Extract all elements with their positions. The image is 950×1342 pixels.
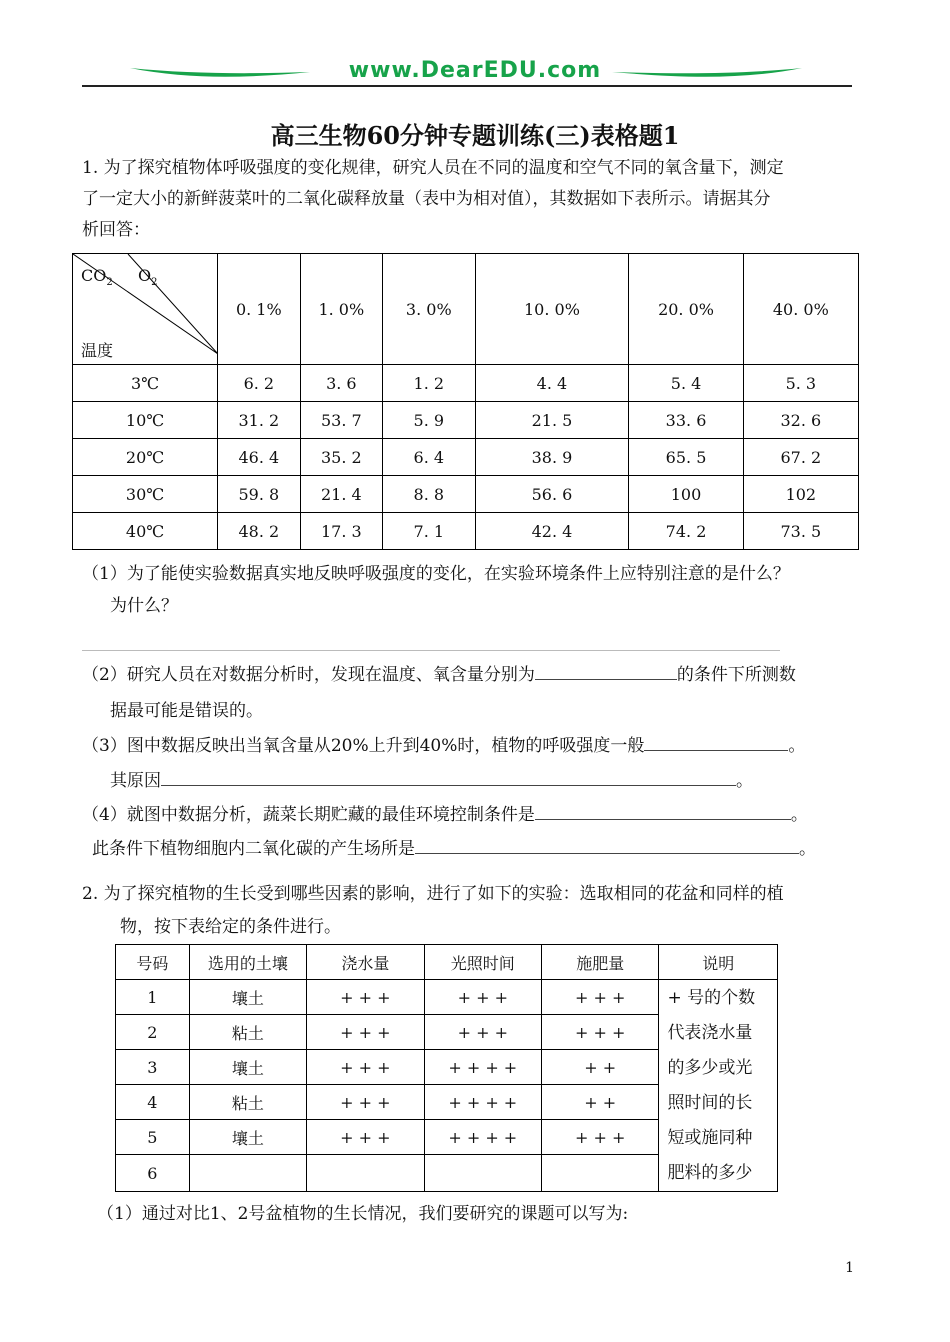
explanation-line: 代表浇水量 <box>667 1022 753 1043</box>
q1-sub3-reason-blank[interactable] <box>161 767 736 786</box>
water-cell: + + + <box>307 980 424 1015</box>
fertilizer-cell: + + + <box>542 1120 659 1155</box>
table-cell: 6. 4 <box>383 439 475 476</box>
light-cell: + + + + <box>424 1120 541 1155</box>
row-number: 6 <box>116 1155 190 1192</box>
light-cell: + + + + <box>424 1085 541 1120</box>
q2-intro-line1: 2. 为了探究植物的生长受到哪些因素的影响，进行了如下的实验：选取相同的花盆和同样的植 <box>82 884 784 904</box>
q1-sub3-blank[interactable] <box>644 732 788 751</box>
col-header: 选用的土壤 <box>189 945 306 980</box>
table-cell: 21. 5 <box>475 402 629 439</box>
water-cell: + + + <box>307 1120 424 1155</box>
row-number: 5 <box>116 1120 190 1155</box>
explanation-line: + 号的个数 <box>667 987 756 1008</box>
explanation-line: 照时间的长 <box>667 1092 753 1113</box>
fertilizer-cell: + + <box>542 1050 659 1085</box>
q1-sub2-line1 <box>82 661 796 689</box>
table-cell: 3. 6 <box>300 365 383 402</box>
table-cell: 1. 2 <box>383 365 475 402</box>
table-cell: 35. 2 <box>300 439 383 476</box>
q1-sub4-line1 <box>82 801 808 829</box>
explanation-line: 肥料的多少 <box>667 1162 753 1183</box>
q1-sub4-end: 。 <box>790 805 808 825</box>
col-header: 说明 <box>659 945 778 980</box>
table-cell: 74. 2 <box>629 513 743 550</box>
col-header: 10. 0% <box>475 254 629 365</box>
fertilizer-cell-blank[interactable] <box>542 1155 659 1192</box>
table-cell: 31. 2 <box>218 402 301 439</box>
q1-sub4-line2 <box>92 835 816 863</box>
page-title: 高三生物60分钟专题训练(三)表格题1 <box>270 121 680 150</box>
corner-temp-label: 温度 <box>81 341 114 360</box>
corner-o2-label: $O_2$ <box>138 266 158 289</box>
q1-sub4-location-label: 此条件下植物细胞内二氧化碳的产生场所是 <box>92 839 415 859</box>
table-cell: 59. 8 <box>218 476 301 513</box>
table-row <box>73 402 859 439</box>
table-cell: 73. 5 <box>743 513 858 550</box>
col-header: 施肥量 <box>542 945 659 980</box>
col-header: 浇水量 <box>307 945 424 980</box>
table-row <box>73 476 859 513</box>
soil-cell-blank[interactable] <box>189 1155 306 1192</box>
row-number: 4 <box>116 1085 190 1120</box>
col-header: 20. 0% <box>629 254 743 365</box>
soil-cell: 壤土 <box>189 980 306 1015</box>
header-divider <box>82 85 852 87</box>
corner-co2-label: $CO_2$ <box>81 266 113 289</box>
table-cell: 53. 7 <box>300 402 383 439</box>
row-temp: 20℃ <box>73 439 218 476</box>
table-cell: 5. 9 <box>383 402 475 439</box>
table-cell: 67. 2 <box>743 439 858 476</box>
q1-sub1-line1: （1）为了能使实验数据真实地反映呼吸强度的变化，在实验环境条件上应特别注意的是什么？ <box>82 564 790 584</box>
q1-sub3-reason-label: 其原因 <box>110 771 161 791</box>
fertilizer-cell: + + <box>542 1085 659 1120</box>
soil-cell: 粘土 <box>189 1085 306 1120</box>
table-cell: 7. 1 <box>383 513 475 550</box>
q1-sub2-text-b: 的条件下所测数 <box>676 665 796 685</box>
q1-intro-line1: 1. 为了探究植物体呼吸强度的变化规律，研究人员在不同的温度和空气不同的氧含量下，测定 <box>82 158 784 178</box>
q1-intro-line3: 析回答： <box>82 220 150 240</box>
col-header: 号码 <box>116 945 190 980</box>
explanation-cell <box>659 980 778 1192</box>
q1-sub4-location-blank[interactable] <box>415 835 799 854</box>
table-row <box>73 513 859 550</box>
soil-cell: 粘土 <box>189 1015 306 1050</box>
table-cell: 17. 3 <box>300 513 383 550</box>
light-cell: + + + + <box>424 1050 541 1085</box>
row-temp: 10℃ <box>73 402 218 439</box>
water-cell-blank[interactable] <box>307 1155 424 1192</box>
col-header: 光照时间 <box>424 945 541 980</box>
explanation-line: 的多少或光 <box>667 1057 753 1078</box>
fertilizer-cell: + + + <box>542 1015 659 1050</box>
table-cell: 21. 4 <box>300 476 383 513</box>
soil-cell: 壤土 <box>189 1120 306 1155</box>
q1-sub2-text-a: （2）研究人员在对数据分析时，发现在温度、氧含量分别为 <box>82 665 535 685</box>
q1-sub3-line1 <box>82 732 805 760</box>
left-wing-decoration <box>130 66 310 78</box>
table-cell: 8. 8 <box>383 476 475 513</box>
respiration-table <box>72 253 859 550</box>
q2-intro-line2: 物，按下表给定的条件进行。 <box>120 917 341 937</box>
table-cell: 5. 3 <box>743 365 858 402</box>
table-header-row <box>116 945 778 980</box>
q1-sub4-location-end: 。 <box>799 839 816 859</box>
table-row <box>73 439 859 476</box>
table-cell: 4. 4 <box>475 365 629 402</box>
table-cell: 48. 2 <box>218 513 301 550</box>
q1-intro-line2: 了一定大小的新鲜菠菜叶的二氧化碳释放量（表中为相对值），其数据如下表所示。请据其分 <box>82 189 771 209</box>
q1-sub2-line2: 据最可能是错误的。 <box>110 701 263 721</box>
col-header: 1. 0% <box>300 254 383 365</box>
q1-sub1-line2: 为什么？ <box>110 596 178 616</box>
table-header-row <box>73 254 859 365</box>
table-cell: 102 <box>743 476 858 513</box>
water-cell: + + + <box>307 1050 424 1085</box>
fertilizer-cell: + + + <box>542 980 659 1015</box>
light-cell-blank[interactable] <box>424 1155 541 1192</box>
table-corner-cell <box>73 254 218 365</box>
table-cell: 46. 4 <box>218 439 301 476</box>
row-number: 3 <box>116 1050 190 1085</box>
table-cell: 38. 9 <box>475 439 629 476</box>
col-header: 0. 1% <box>218 254 301 365</box>
table-cell: 65. 5 <box>629 439 743 476</box>
right-wing-decoration <box>612 66 802 78</box>
q2-sub1: （1）通过对比1、2号盆植物的生长情况，我们要研究的课题可以写为: <box>97 1204 629 1224</box>
row-temp: 40℃ <box>73 513 218 550</box>
row-temp: 3℃ <box>73 365 218 402</box>
col-header: 3. 0% <box>383 254 475 365</box>
water-cell: + + + <box>307 1015 424 1050</box>
table-cell: 33. 6 <box>629 402 743 439</box>
q1-sub3-end: 。 <box>788 736 806 756</box>
light-cell: + + + <box>424 1015 541 1050</box>
table-cell: 6. 2 <box>218 365 301 402</box>
table-cell: 5. 4 <box>629 365 743 402</box>
row-temp: 30℃ <box>73 476 218 513</box>
table-cell: 100 <box>629 476 743 513</box>
q1-sub4-blank[interactable] <box>535 801 791 820</box>
col-header: 40. 0% <box>743 254 858 365</box>
table-cell: 42. 4 <box>475 513 629 550</box>
light-cell: + + + <box>424 980 541 1015</box>
q1-sub1-answer-line[interactable] <box>82 650 780 651</box>
table-row <box>116 980 778 1015</box>
table-row <box>73 365 859 402</box>
q1-sub4-text-a: （4）就图中数据分析，蔬菜长期贮藏的最佳环境控制条件是 <box>82 805 535 825</box>
q1-sub3-reason-end: 。 <box>736 771 753 791</box>
explanation-line: 短或施同种 <box>667 1127 753 1148</box>
row-number: 1 <box>116 980 190 1015</box>
soil-cell: 壤土 <box>189 1050 306 1085</box>
table-cell: 32. 6 <box>743 402 858 439</box>
q1-sub3-line2 <box>110 767 753 795</box>
water-cell: + + + <box>307 1085 424 1120</box>
q1-sub2-blank[interactable] <box>535 661 677 680</box>
table-cell: 56. 6 <box>475 476 629 513</box>
row-number: 2 <box>116 1015 190 1050</box>
site-brand: www.DearEDU.com <box>348 58 602 83</box>
growth-experiment-table <box>115 944 778 1192</box>
q1-sub3-text-a: （3）图中数据反映出当氧含量从20%上升到40%时，植物的呼吸强度一般 <box>82 736 645 756</box>
q1-intro <box>82 153 857 246</box>
page-number: 1 <box>845 1260 854 1276</box>
